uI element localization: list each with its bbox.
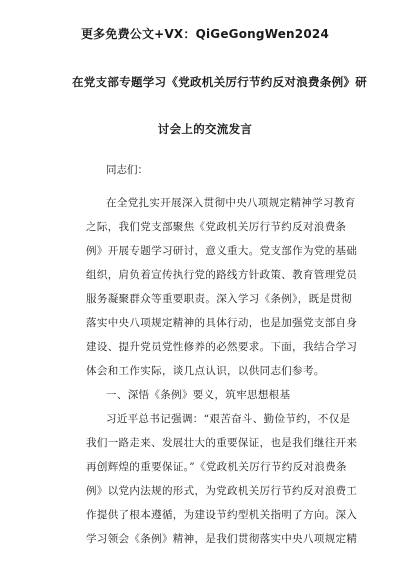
promo-header: 更多免费公文+VX：QiGeGongWen2024 — [80, 27, 329, 41]
body-line: 在全党扎实开展深入贯彻中央八项规定精神学习教育 — [106, 197, 356, 209]
body-line: 作提供了根本遵循，为建设节约型机关指明了方向。深入 — [86, 509, 358, 521]
body-line: 例》以党内法规的形式，为党政机关厉行节约反对浪费工 — [86, 485, 358, 497]
body-line: 学习领会《条例》精神，是我们贯彻落实中央八项规定精 — [86, 533, 358, 545]
body-line: 习近平总书记强调：“艰苦奋斗、勤俭节约，不仅是 — [106, 413, 351, 425]
body-line: 我们一路走来、发展壮大的重要保证，也是我们继往开来 — [86, 437, 358, 449]
document-title-line-1: 在党支部专题学习《党政机关厉行节约反对浪费条例》研 — [72, 75, 367, 89]
document-title-line-2: 讨会上的交流发言 — [157, 122, 253, 136]
body-line: 组织，肩负着宣传执行党的路线方针政策、教育管理党员 — [86, 269, 358, 281]
body-line: 体会和工作实际，谈几点认识，以供同志们参考。 — [86, 365, 325, 377]
body-line: 服务凝聚群众等重要职责。深入学习《条例》，既是贯彻 — [86, 293, 352, 305]
body-line: 之际，我们党支部聚焦《党政机关厉行节约反对浪费条 — [86, 221, 347, 233]
section-heading: 一、深悟《条例》要义，筑牢思想根基 — [106, 389, 291, 401]
body-line: 落实中央八项规定精神的具体行动，也是加强党支部自身 — [86, 317, 358, 329]
body-line: 例》开展专题学习研讨，意义重大。党支部作为党的基础 — [86, 245, 358, 257]
salutation: 同志们： — [106, 164, 148, 176]
body-line: 再创辉煌的重要保证。”《党政机关厉行节约反对浪费条 — [86, 461, 347, 473]
body-line: 建设、提升党员党性修养的必然要求。下面，我结合学习 — [86, 341, 358, 353]
